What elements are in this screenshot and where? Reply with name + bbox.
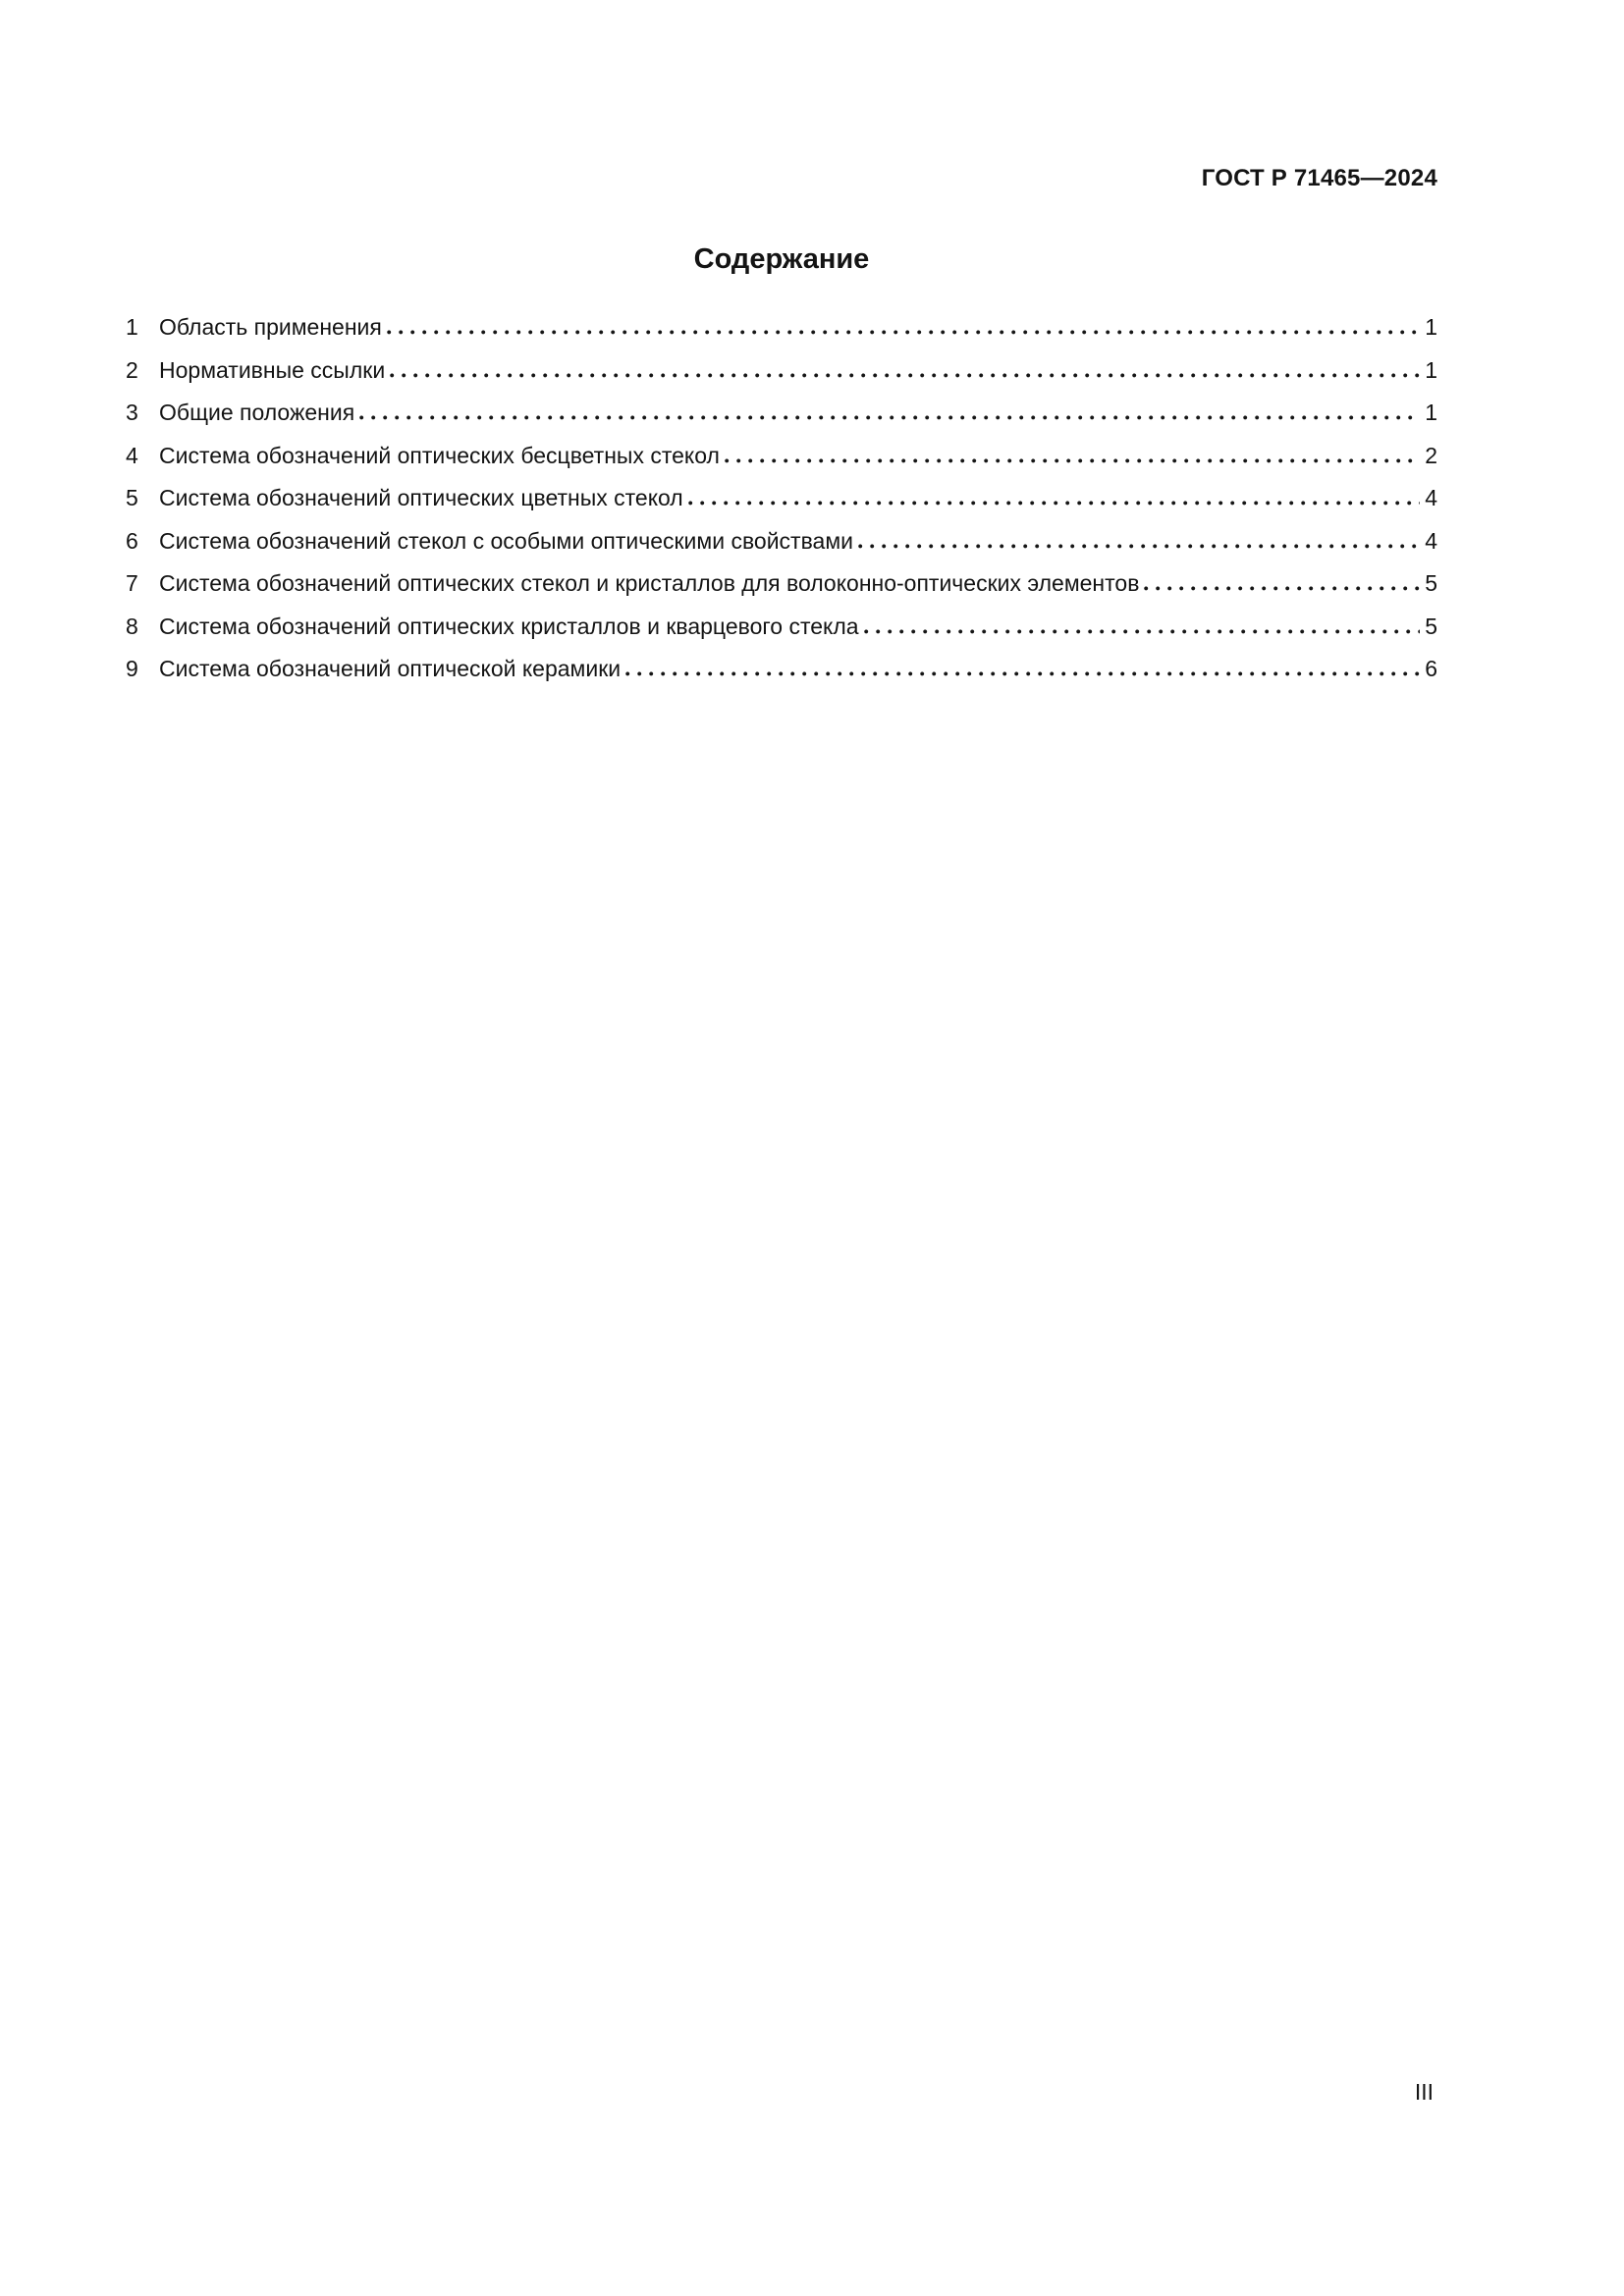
toc-entry-page: 4 — [1425, 527, 1437, 554]
toc-entry-page: 5 — [1425, 613, 1437, 639]
dot-leader — [858, 544, 1420, 549]
toc-list — [126, 313, 1437, 682]
toc-entry-number: 4 — [126, 442, 138, 468]
page-number: III — [1414, 2079, 1434, 2105]
toc-entry-title: Система обозначений оптических цветных стекол — [159, 485, 683, 510]
toc-entry — [126, 484, 1437, 511]
toc-entry-title: Общие положения — [159, 400, 355, 425]
toc-entry-page: 6 — [1425, 656, 1437, 681]
toc-entry — [126, 356, 1437, 384]
toc-entry — [126, 313, 1437, 341]
toc-entry-title: Система обозначений оптических стекол и кристаллов для волоконно-оптических элементов — [159, 570, 1140, 596]
toc-entry-number: 1 — [126, 314, 138, 340]
toc-entry-number: 2 — [126, 356, 138, 383]
document-code: ГОСТ Р 71465—2024 — [1201, 165, 1437, 191]
toc-entry-title: Область применения — [159, 314, 382, 340]
toc-entry-number: 5 — [126, 485, 138, 510]
dot-leader — [359, 415, 1420, 420]
toc-entry-title: Нормативные ссылки — [159, 356, 386, 383]
toc-entry — [126, 527, 1437, 555]
toc-entry-number: 6 — [126, 527, 138, 554]
toc-entry-page: 1 — [1425, 314, 1437, 340]
dot-leader — [1144, 586, 1420, 591]
toc-entry — [126, 613, 1437, 640]
dot-leader — [864, 629, 1421, 634]
toc-entry-title: Система обозначений оптических бесцветных стекол — [159, 442, 720, 468]
toc-entry-number: 9 — [126, 656, 138, 681]
toc-entry-number: 8 — [126, 613, 138, 639]
toc-entry-title: Система обозначений оптических кристаллов и кварцевого стекла — [159, 613, 859, 639]
toc-entry — [126, 655, 1437, 682]
toc-title: Содержание — [693, 243, 870, 275]
dot-leader — [688, 501, 1420, 506]
toc-entry-page: 5 — [1425, 570, 1437, 596]
dot-leader — [387, 330, 1420, 335]
dot-leader — [625, 671, 1420, 676]
toc-entry-number: 3 — [126, 400, 138, 425]
toc-entry-number: 7 — [126, 570, 138, 596]
toc-entry — [126, 442, 1437, 469]
toc-entry-page: 1 — [1425, 400, 1437, 425]
toc-entry-title: Система обозначений стекол с особыми оптическими свойствами — [159, 527, 853, 554]
dot-leader — [725, 458, 1420, 463]
toc-entry — [126, 569, 1437, 597]
toc-entry-page: 1 — [1425, 356, 1437, 383]
toc-entry — [126, 399, 1437, 426]
toc-entry-title: Система обозначений оптической керамики — [159, 656, 622, 681]
dot-leader — [390, 373, 1420, 378]
toc-entry-page: 2 — [1425, 442, 1437, 468]
toc-entry-page: 4 — [1425, 485, 1437, 510]
